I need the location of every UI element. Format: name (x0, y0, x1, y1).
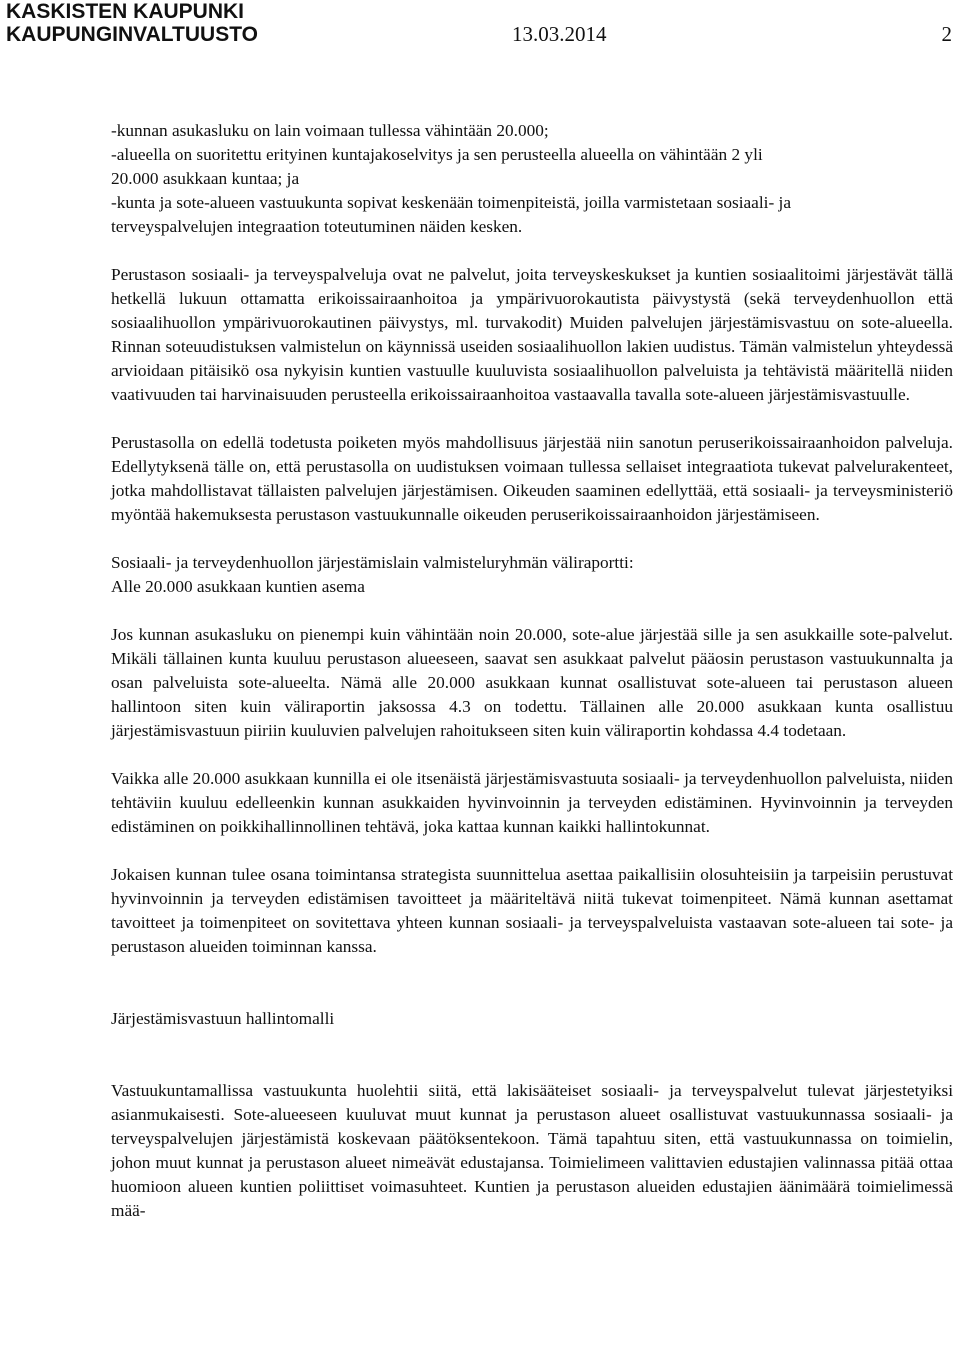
paragraph-strategy: Jokaisen kunnan tulee osana toimintansa strategista suunnittelua asettaa paikallisiin olosuhteisiin ja tarpeisiin perustuvat hyvinvoinnin ja terveyden edistämisen tavoitteet ja määriteltävä niitä tukevat toimenpiteet. Nämä kunnan asettamat tavoitteet ja toimenpiteet on sovitettava yhteen kunnan sosiaali- ja terveyspalveluista vastaavan sote-alueen tai sote- ja perustason alueiden toiminnan kanssa. (111, 865, 953, 956)
criteria-line: terveyspalvelujen integraation toteutuminen näiden kesken. (111, 217, 523, 236)
criteria-line: -kunnan asukasluku on lain voimaan tullessa vähintään 20.000; (111, 121, 549, 140)
paragraph-wellbeing: Vaikka alle 20.000 asukkaan kunnilla ei ole itsenäistä järjestämisvastuuta sosiaali- ja terveydenhuollon palveluista, niiden tehtäviin kuuluu edelleenkin kunnan asukkaiden hyvinvoinnin ja terveyden edistäminen. Hyvinvoinnin ja terveyden edistäminen on poikkihallinnollinen tehtävä, joka kattaa kunnan kaikki hallintokunnat. (111, 769, 953, 836)
criteria-line: -alueella on suoritettu erityinen kuntajakoselvitys ja sen perusteella alueella on vähintään 2 yli (111, 145, 763, 164)
criteria-line: 20.000 asukkaan kuntaa; ja (111, 169, 300, 188)
criteria-list (111, 119, 953, 239)
header-meta-line (6, 23, 954, 47)
criteria-line: -kunta ja sote-alueen vastuukunta sopivat keskenään toimenpiteistä, joilla varmistetaan sosiaali- ja (111, 193, 792, 212)
council-name: KAUPUNGINVALTUUSTO (6, 23, 258, 46)
paragraph-specialized-care: Perustasolla on edellä todetusta poiketen myös mahdollisuus järjestää niin sanotun peruserikoissairaanhoidon palveluja. Edellytyksenä tälle on, että perustasolla on uudistuksen voimaan tullessa sellaiset integraatiota tukevat palvelurakenteet, jotka mahdollistavat tällaisten palvelujen järjestämisen. Oikeuden saaminen edellyttää, että sosiaali- ja terveysministeriö myöntää hakemuksesta perustason vastuukunnalle oikeuden peruserikoissairaanhoidon järjestämiseen. (111, 433, 953, 524)
report-subtitle: Alle 20.000 asukkaan kuntien asema (111, 577, 365, 596)
paragraph-small-municipalities: Jos kunnan asukasluku on pienempi kuin vähintään noin 20.000, sote-alue järjestää sille ja sen asukkaille sote-palvelut. Mikäli tällainen kunta kuuluu perustason alueeseen, saavat sen asukkaat palvelut pääosin perustason vastuukunnalta ja osan palveluista sote-alueelta. Nämä alle 20.000 asukkaan kunnat osallistuvat sote-alueen tai perustason alueen hallintoon siten kuin väliraportin jaksossa 4.3 on todettu. Tällainen alle 20.000 asukkaan kunta osallistuu järjestämisvastuun piiriin kuuluvien palvelujen rahoitukseen siten kuin väliraportin kohdassa 4.4 todetaan. (111, 625, 953, 740)
page-number: 2 (941, 22, 952, 46)
organization-name: KASKISTEN KAUPUNKI (6, 0, 245, 23)
report-title: Sosiaali- ja terveydenhuollon järjestämislain valmisteluryhmän väliraportti: (111, 553, 634, 572)
document-header (6, 0, 954, 47)
section-heading: Järjestämisvastuun hallintomalli (111, 1009, 335, 1028)
document-body (111, 119, 953, 1247)
report-heading (111, 551, 953, 599)
paragraph-governance-model: Vastuukuntamallissa vastuukunta huolehtii siitä, että lakisääteiset sosiaali- ja terveyspalvelut tulevat järjestetyiksi asianmukaisesti. Sote-alueeseen kuuluvat muut kunnat ja perustason alueet osallistuvat vastuukunnassa sosiaali- ja terveyspalvelujen järjestämistä koskevaan päätöksentekoon. Tämä tapahtuu siten, että vastuukunnassa on toimielin, johon muut kunnat ja perustason alueet nimeävät edustajansa. Toimielimeen valittavien edustajien valinnassa pitää ottaa huomioon alueen kuntien poliittiset voimasuhteet. Kuntien ja perustason alueiden edustajien äänimäärä toimielimessä mää- (111, 1081, 953, 1220)
paragraph-basic-services: Perustason sosiaali- ja terveyspalveluja ovat ne palvelut, joita terveyskeskukset ja kuntien sosiaalitoimi järjestävät tällä hetkellä lukuun ottamatta erikoissairaanhoitoa ja ympärivuorokautista päivystystä (sekä terveydenhuollon että sosiaalihuollon ympärivuorokautinen päivystys, ml. turvakodit) Muiden palvelujen järjestämisvastuu on sote-alueella. Rinnan soteuudistuksen valmistelun on käynnissä useiden sosiaalihuollon lakien uudistus. Tämän valmistelun yhteydessä arvioidaan pitäisikö osa nykyisin kuntien vastuulle kuuluvista sosiaalihuollon palveluista ja tehtävistä määritellä niiden vaativuuden tai harvinaisuuden perusteella erikoissairaanhoitoa vastaavalla tavalla sote-alueen järjestämisvastuulle. (111, 265, 953, 404)
meeting-date: 13.03.2014 (512, 22, 607, 46)
